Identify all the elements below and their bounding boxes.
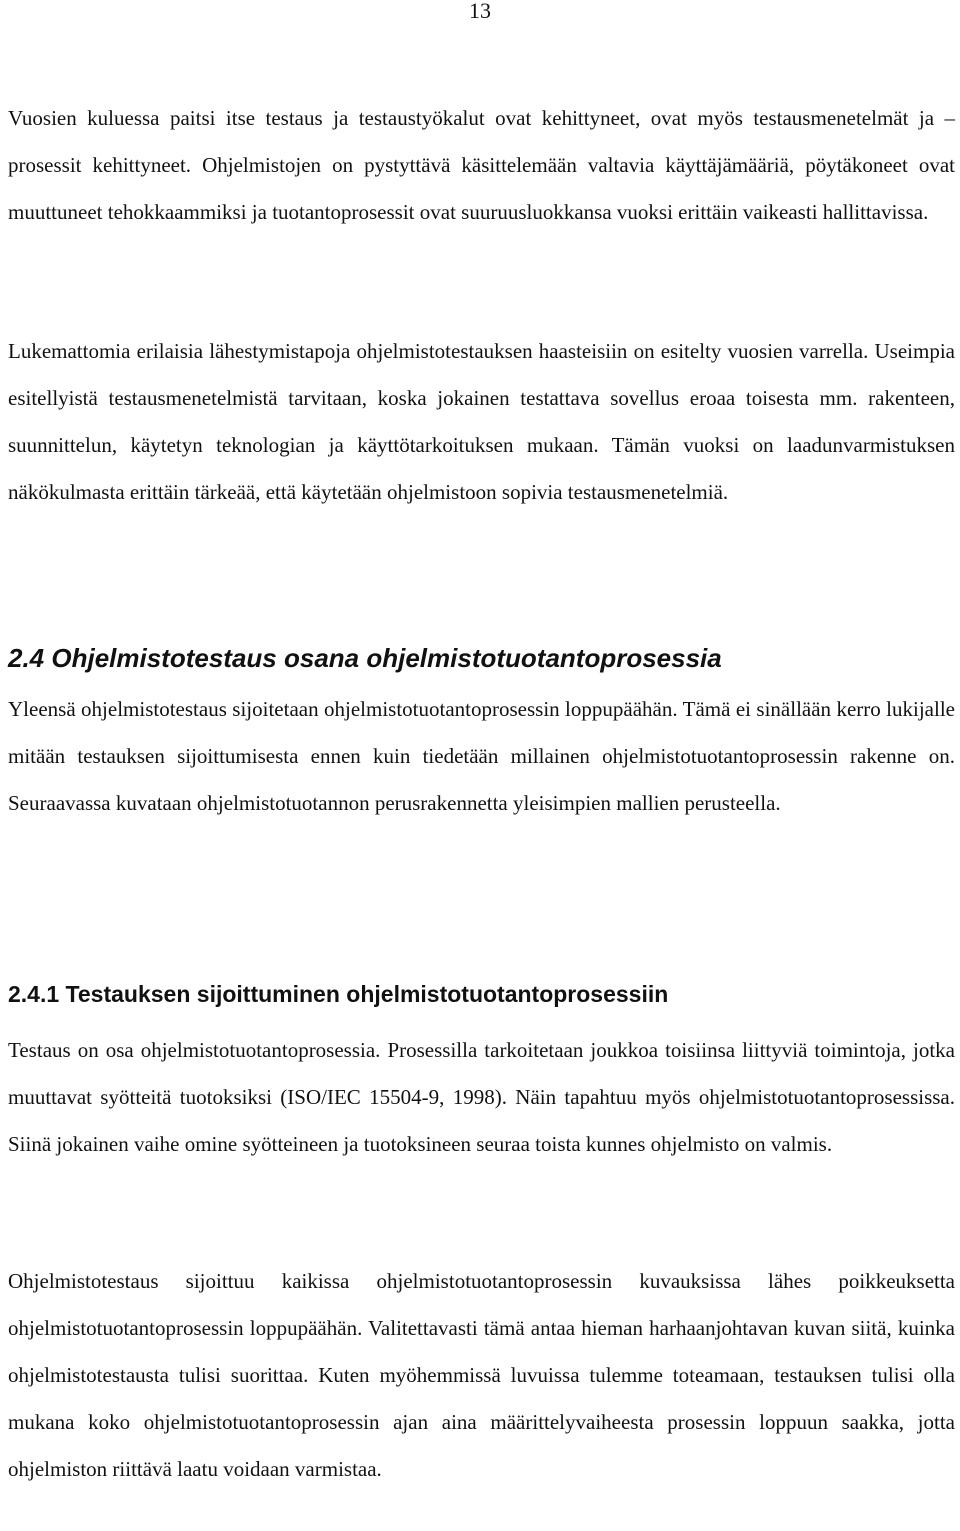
paragraph-testing-approaches: Lukemattomia erilaisia lähestymistapoja ohjelmistotestauksen haasteisiin on esitelty vuosien varrella. Useimpia esitellyistä testausmenetelmistä tarvitaan, koska jokainen testattava sovellus eroaa toisesta mm. rakenteen, suunnittelun, käytetyn teknologian ja käyttötarkoituksen mukaan. Tämän vuoksi on laadunvarmistuksen näkökulmasta erittäin tärkeää, että käytetään ohjelmistoon sopivia testausmenetelmiä. — [8, 339, 955, 504]
paragraph-testing-evolution: Vuosien kuluessa paitsi itse testaus ja testaustyökalut ovat kehittyneet, ovat myös testausmenetelmät ja –prosessit kehittyneet. Ohjelmistojen on pystyttävä käsittelemään valtavia käyttäjämääriä, pöytäkoneet ovat muuttuneet tehokkaammiksi ja tuotantoprosessit ovat suuruusluokkansa vuoksi erittäin vaikeasti hallittavissa. — [8, 106, 955, 224]
paragraph-testing-placement: Yleensä ohjelmistotestaus sijoitetaan ohjelmistotuotantoprosessin loppupäähän. Tämä ei sinällään kerro lukijalle mitään testauksen sijoittumisesta ennen kuin tiedetään millainen ohjelmistotuotantoprosessin rakenne on. Seuraavassa kuvataan ohjelmistotuotannon perusrakennetta yleisimpien mallien perusteella. — [8, 697, 955, 815]
section-heading-2-4: 2.4 Ohjelmistotestaus osana ohjelmistotuotantoprosessia — [8, 643, 722, 673]
section-heading-2-4-1: 2.4.1 Testauksen sijoittuminen ohjelmistotuotantoprosessiin — [8, 981, 669, 1007]
paragraph-process-definition: Testaus on osa ohjelmistotuotantoprosessia. Prosessilla tarkoitetaan joukkoa toisiinsa liittyviä toimintoja, jotka muuttavat syötteitä tuotoksiksi (ISO/IEC 15504-9, 1998). Näin tapahtuu myös ohjelmistotuotantoprosessissa. Siinä jokainen vaihe omine syötteineen ja tuotoksineen seuraa toista kunnes ohjelmisto on valmis. — [8, 1038, 955, 1156]
paragraph-testing-in-lifecycle: Ohjelmistotestaus sijoittuu kaikissa ohjelmistotuotantoprosessin kuvauksissa lähes poikkeuksetta ohjelmistotuotantoprosessin loppupäähän. Valitettavasti tämä antaa hieman harhaanjohtavan kuvan siitä, kuinka ohjelmistotestausta tulisi suorittaa. Kuten myöhemmissä luvuissa tulemme toteamaan, testauksen tulisi olla mukana koko ohjelmistotuotantoprosessin ajan aina määrittelyvaiheesta prosessin loppuun saakka, jotta ohjelmiston riittävä laatu voidaan varmistaa. — [8, 1269, 955, 1481]
page-number: 13 — [469, 0, 491, 23]
